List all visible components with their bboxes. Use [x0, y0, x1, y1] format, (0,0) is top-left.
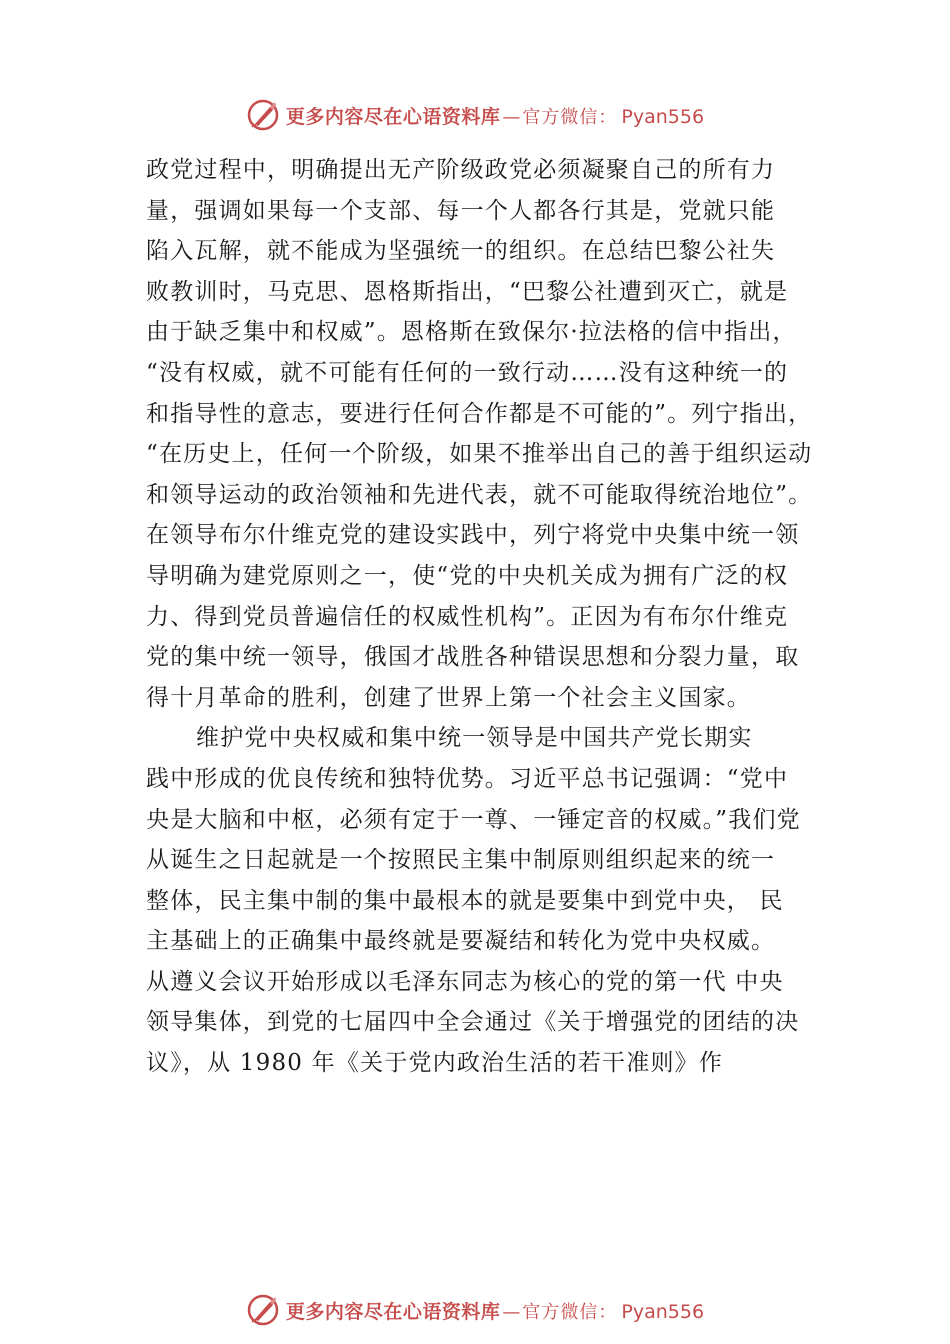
- body-line: 主基础上的正确集中最终就是要凝结和转化为党中央权威。: [146, 928, 776, 955]
- footer-banner: [0, 1290, 950, 1330]
- body-line: 得十月革命的胜利，创建了世界上第一个社会主义国家。: [146, 684, 751, 711]
- body-line: 政党过程中，明确提出无产阶级政党必须凝聚自己的所有力: [146, 157, 776, 183]
- body-line: 领导集体，到党的七届四中全会通过《关于增强党的团结的决: [146, 1009, 800, 1036]
- body-line: 践中形成的优良传统和独特优势。习近平总书记强调：“党中: [146, 765, 789, 792]
- body-line: 和领导运动的政治领袖和先进代表，就不可能取得统治地位”。: [146, 481, 813, 508]
- body-line: “在历史上，任何一个阶级，如果不推举出自己的善于组织运动: [146, 441, 813, 468]
- quill-pen-logo-icon: [246, 1293, 280, 1327]
- body-line: 从诞生之日起就是一个按照民主集中制原则组织起来的统一: [146, 847, 776, 874]
- quill-pen-logo-icon: [246, 98, 280, 132]
- document-body: [146, 150, 826, 1084]
- header-wechat-id: Pyan556: [621, 105, 705, 128]
- body-line: 陷入瓦解，就不能成为坚强统一的组织。在总结巴黎公社失: [146, 238, 776, 265]
- footer-brand-text: 更多内容尽在心语资料库: [285, 1300, 501, 1323]
- body-line: 由于缺乏集中和权威”。恩格斯在致保尔·拉法格的信中指出，: [146, 319, 797, 346]
- footer-separator: —: [502, 1301, 521, 1323]
- header-separator: —: [502, 106, 521, 128]
- paragraph-start-line: 维护党中央权威和集中统一领导是中国共产党长期实: [196, 725, 753, 752]
- footer-wechat-id: Pyan556: [621, 1300, 705, 1323]
- body-line: 议》，从 1980 年《关于党内政治生活的若干准则》作: [146, 1050, 724, 1077]
- header-brand-text: 更多内容尽在心语资料库: [285, 105, 501, 128]
- footer-wechat-label: 官方微信：: [522, 1301, 618, 1323]
- body-line: 党的集中统一领导，俄国才战胜各种错误思想和分裂力量，取: [146, 644, 800, 671]
- body-line: 整体，民主集中制的集中最根本的就是要集中到党中央， 民: [146, 887, 784, 914]
- body-line: 量，强调如果每一个支部、每一个人都各行其是，党就只能: [146, 197, 776, 224]
- header-banner: [0, 95, 950, 135]
- body-line: 央是大脑和中枢，必须有定于一尊、一锤定音的权威。”我们党: [146, 806, 801, 833]
- body-line: 导明确为建党原则之一，使“党的中央机关成为拥有广泛的权: [146, 562, 789, 589]
- header-wechat-label: 官方微信：: [522, 106, 618, 128]
- body-line: “没有权威，就不可能有任何的一致行动……没有这种统一的: [146, 359, 789, 386]
- body-line: 力、得到党员普遍信任的权威性机构”。正因为有布尔什维克: [146, 603, 789, 630]
- body-line: 从遵义会议开始形成以毛泽东同志为核心的党的第一代 中央: [146, 968, 784, 995]
- body-line: 在领导布尔什维克党的建设实践中，列宁将党中央集中统一领: [146, 522, 800, 549]
- body-line: 败教训时，马克思、恩格斯指出，“巴黎公社遭到灭亡，就是: [146, 278, 789, 305]
- body-line: 和指导性的意志，要进行任何合作都是不可能的”。列宁指出，: [146, 400, 813, 427]
